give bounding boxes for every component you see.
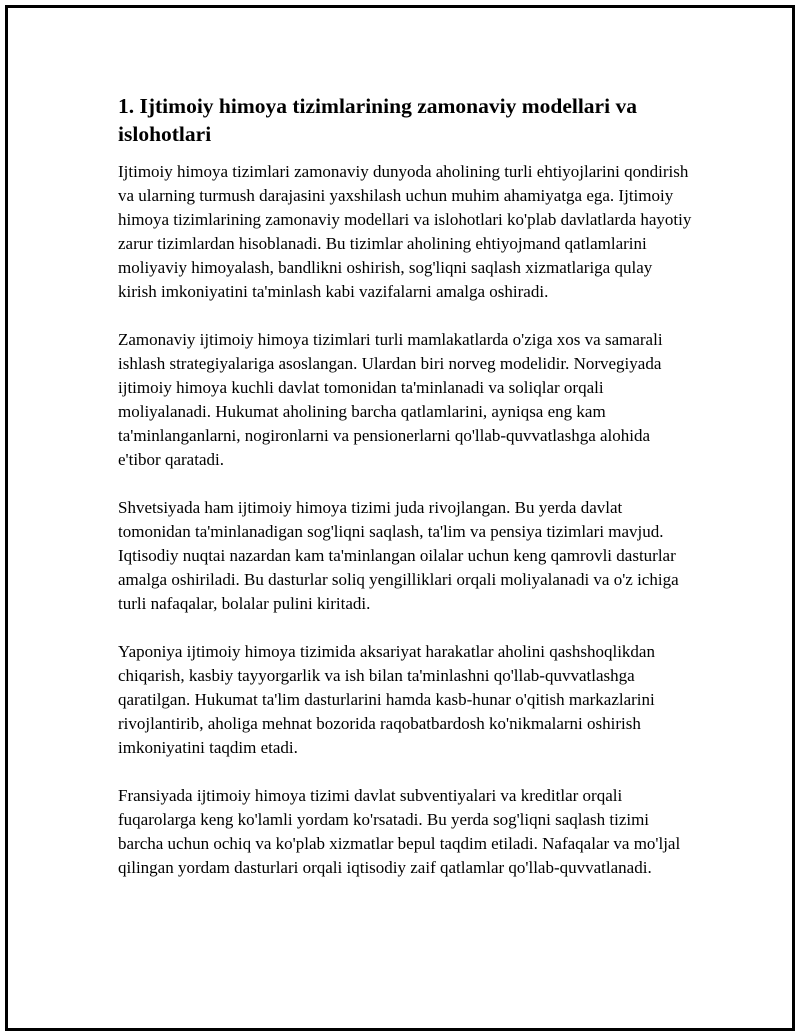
paragraph-1: Ijtimoiy himoya tizimlari zamonaviy dunyoda aholining turli ehtiyojlarini qondirish va ularning turmush darajasini yaxshilash uchun muhim ahamiyatga ega. Ijtimoiy himoya tizimlarining zamonaviy modellari va islohotlari ko'plab davlatlarda hayotiy zarur tizimlardan hisoblanadi. Bu tizimlar aholining ehtiyojmand qatlamlarini moliyaviy himoyalash, bandlikni oshirish, sog'liqni saqlash xizmatlariga qulay kirish imkoniyatini ta'minlash kabi vazifalarni amalga oshiradi.	[118, 162, 692, 301]
paragraph-5: Fransiyada ijtimoiy himoya tizimi davlat subventiyalari va kreditlar orqali fuqarolarga keng ko'lamli yordam ko'rsatadi. Bu yerda sog'liqni saqlash tizimi barcha uchun ochiq va ko'plab xizmatlar bepul taqdim etiladi. Nafaqalar va mo'ljal qilingan yordam dasturlari orqali iqtisodiy zaif qatlamlar qo'llab-quvvatlanadi.	[118, 786, 681, 877]
section-heading: 1. Ijtimoiy himoya tizimlarining zamonaviy modellari va islohotlari	[118, 94, 637, 146]
paragraph-2: Zamonaviy ijtimoiy himoya tizimlari turli mamlakatlarda o'ziga xos va samarali ishlash strategiyalariga asoslangan. Ulardan biri norveg modelidir. Norvegiyada ijtimoiy himoya kuchli davlat tomonidan ta'minlanadi va soliqlar orqali moliyalanadi. Hukumat aholining barcha qatlamlarini, ayniqsa eng kam ta'minlanganlarni, nogironlarni va pensionerlarni qo'llab-quvvatlashga alohida e'tibor qaratadi.	[118, 330, 663, 469]
document-body	[118, 92, 693, 904]
paragraph-3: Shvetsiyada ham ijtimoiy himoya tizimi juda rivojlangan. Bu yerda davlat tomonidan ta'minlanadigan sog'liqni saqlash, ta'lim va pensiya tizimlari mavjud. Iqtisodiy nuqtai nazardan kam ta'minlangan oilalar uchun keng qamrovli dasturlar amalga oshiriladi. Bu dasturlar soliq yengilliklari orqali moliyalanadi va o'z ichiga turli nafaqalar, bolalar pulini kiritadi.	[118, 498, 679, 613]
paragraph-4: Yaponiya ijtimoiy himoya tizimida aksariyat harakatlar aholini qashshoqlikdan chiqarish, kasbiy tayyorgarlik va ish bilan ta'minlashni qo'llab-quvvatlashga qaratilgan. Hukumat ta'lim dasturlarini hamda kasb-hunar o'qitish markazlarini rivojlantirib, aholiga mehnat bozorida raqobatbardosh ko'nikmalarni oshirish imkoniyatini taqdim etadi.	[118, 642, 655, 757]
